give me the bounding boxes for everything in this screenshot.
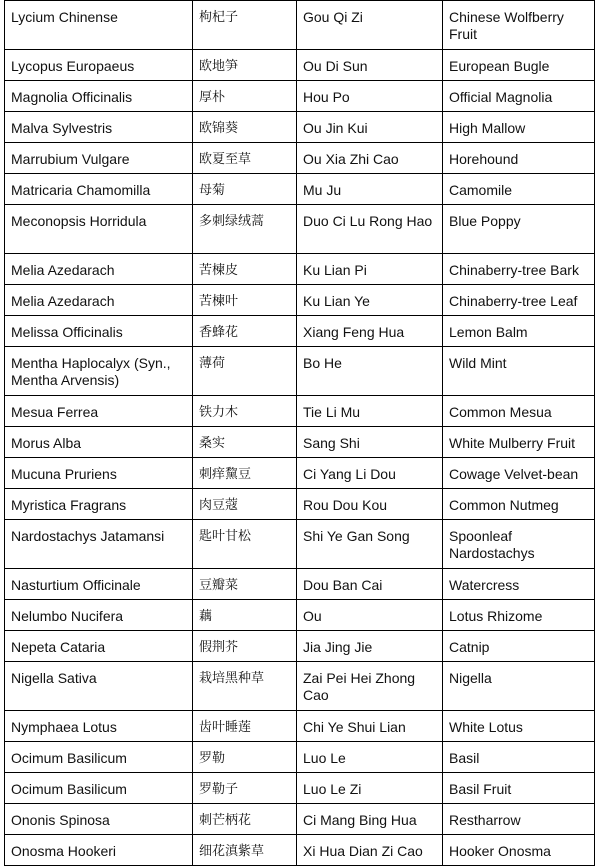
english-name-cell: White Mulberry Fruit — [443, 427, 595, 458]
table-row — [5, 773, 595, 804]
latin-name-cell: Marrubium Vulgare — [5, 143, 193, 174]
latin-name-cell: Melissa Officinalis — [5, 316, 193, 347]
chinese-name-cell: 香蜂花 — [193, 316, 297, 347]
chinese-name-cell: 罗勒 — [193, 742, 297, 773]
pinyin-cell: Shi Ye Gan Song — [297, 520, 443, 569]
table-row — [5, 569, 595, 600]
table-row — [5, 600, 595, 631]
latin-name-cell: Ocimum Basilicum — [5, 773, 193, 804]
table-row — [5, 143, 595, 174]
pinyin-cell: Luo Le Zi — [297, 773, 443, 804]
latin-name-cell: Mentha Haplocalyx (Syn., Mentha Arvensis) — [5, 347, 193, 396]
chinese-name-cell: 假荆芥 — [193, 631, 297, 662]
table-row — [5, 662, 595, 711]
latin-name-cell: Malva Sylvestris — [5, 112, 193, 143]
pinyin-cell: Xi Hua Dian Zi Cao — [297, 835, 443, 866]
pinyin-cell: Bo He — [297, 347, 443, 396]
chinese-name-cell: 藕 — [193, 600, 297, 631]
english-name-cell: Chinaberry-tree Leaf — [443, 285, 595, 316]
latin-name-cell: Morus Alba — [5, 427, 193, 458]
table-row — [5, 285, 595, 316]
english-name-cell: High Mallow — [443, 112, 595, 143]
latin-name-cell: Ononis Spinosa — [5, 804, 193, 835]
pinyin-cell: Gou Qi Zi — [297, 1, 443, 50]
pinyin-cell: Tie Li Mu — [297, 396, 443, 427]
chinese-name-cell: 匙叶甘松 — [193, 520, 297, 569]
pinyin-cell: Xiang Feng Hua — [297, 316, 443, 347]
english-name-cell: Nigella — [443, 662, 595, 711]
chinese-name-cell: 厚朴 — [193, 81, 297, 112]
english-name-cell: Chinaberry-tree Bark — [443, 254, 595, 285]
chinese-name-cell: 多刺绿绒蒿 — [193, 205, 297, 254]
latin-name-cell: Nepeta Cataria — [5, 631, 193, 662]
table-row — [5, 347, 595, 396]
latin-name-cell: Melia Azedarach — [5, 254, 193, 285]
chinese-name-cell: 桑实 — [193, 427, 297, 458]
latin-name-cell: Onosma Hookeri — [5, 835, 193, 866]
pinyin-cell: Ou Di Sun — [297, 50, 443, 81]
chinese-name-cell: 欧夏至草 — [193, 143, 297, 174]
english-name-cell: Cowage Velvet-bean — [443, 458, 595, 489]
english-name-cell: White Lotus — [443, 711, 595, 742]
table-row — [5, 631, 595, 662]
chinese-name-cell: 刺芒柄花 — [193, 804, 297, 835]
pinyin-cell: Zai Pei Hei Zhong Cao — [297, 662, 443, 711]
english-name-cell: Chinese Wolfberry Fruit — [443, 1, 595, 50]
latin-name-cell: Nigella Sativa — [5, 662, 193, 711]
table-row — [5, 742, 595, 773]
english-name-cell: Watercress — [443, 569, 595, 600]
table-row — [5, 1, 595, 50]
english-name-cell: Basil Fruit — [443, 773, 595, 804]
pinyin-cell: Ku Lian Pi — [297, 254, 443, 285]
english-name-cell: Hooker Onosma — [443, 835, 595, 866]
pinyin-cell: Sang Shi — [297, 427, 443, 458]
latin-name-cell: Melia Azedarach — [5, 285, 193, 316]
english-name-cell: Lotus Rhizome — [443, 600, 595, 631]
chinese-name-cell: 欧地笋 — [193, 50, 297, 81]
table-row — [5, 112, 595, 143]
table-row — [5, 835, 595, 866]
latin-name-cell: Nardostachys Jatamansi — [5, 520, 193, 569]
pinyin-cell: Duo Ci Lu Rong Hao — [297, 205, 443, 254]
english-name-cell: Spoonleaf Nardostachys — [443, 520, 595, 569]
pinyin-cell: Mu Ju — [297, 174, 443, 205]
chinese-name-cell: 肉豆蔻 — [193, 489, 297, 520]
chinese-name-cell: 齿叶睡莲 — [193, 711, 297, 742]
chinese-name-cell: 铁力木 — [193, 396, 297, 427]
english-name-cell: Horehound — [443, 143, 595, 174]
table-row — [5, 427, 595, 458]
english-name-cell: Official Magnolia — [443, 81, 595, 112]
pinyin-cell: Luo Le — [297, 742, 443, 773]
latin-name-cell: Ocimum Basilicum — [5, 742, 193, 773]
english-name-cell: European Bugle — [443, 50, 595, 81]
pinyin-cell: Rou Dou Kou — [297, 489, 443, 520]
latin-name-cell: Lycopus Europaeus — [5, 50, 193, 81]
english-name-cell: Common Mesua — [443, 396, 595, 427]
pinyin-cell: Ou Jin Kui — [297, 112, 443, 143]
herb-table-body — [5, 1, 595, 866]
latin-name-cell: Magnolia Officinalis — [5, 81, 193, 112]
table-row — [5, 520, 595, 569]
english-name-cell: Restharrow — [443, 804, 595, 835]
pinyin-cell: Ou — [297, 600, 443, 631]
table-row — [5, 458, 595, 489]
latin-name-cell: Myristica Fragrans — [5, 489, 193, 520]
table-row — [5, 174, 595, 205]
pinyin-cell: Ci Yang Li Dou — [297, 458, 443, 489]
chinese-name-cell: 豆瓣菜 — [193, 569, 297, 600]
pinyin-cell: Ou Xia Zhi Cao — [297, 143, 443, 174]
english-name-cell: Common Nutmeg — [443, 489, 595, 520]
pinyin-cell: Jia Jing Jie — [297, 631, 443, 662]
latin-name-cell: Meconopsis Horridula — [5, 205, 193, 254]
table-row — [5, 316, 595, 347]
chinese-name-cell: 刺痒黧豆 — [193, 458, 297, 489]
english-name-cell: Catnip — [443, 631, 595, 662]
chinese-name-cell: 母菊 — [193, 174, 297, 205]
table-row — [5, 711, 595, 742]
table-row — [5, 804, 595, 835]
chinese-name-cell: 薄荷 — [193, 347, 297, 396]
chinese-name-cell: 枸杞子 — [193, 1, 297, 50]
english-name-cell: Blue Poppy — [443, 205, 595, 254]
pinyin-cell: Chi Ye Shui Lian — [297, 711, 443, 742]
chinese-name-cell: 苦楝皮 — [193, 254, 297, 285]
chinese-name-cell: 栽培黑种草 — [193, 662, 297, 711]
table-row — [5, 396, 595, 427]
latin-name-cell: Mesua Ferrea — [5, 396, 193, 427]
table-row — [5, 50, 595, 81]
chinese-name-cell: 苦楝叶 — [193, 285, 297, 316]
english-name-cell: Basil — [443, 742, 595, 773]
chinese-name-cell: 欧锦葵 — [193, 112, 297, 143]
latin-name-cell: Nelumbo Nucifera — [5, 600, 193, 631]
latin-name-cell: Nymphaea Lotus — [5, 711, 193, 742]
latin-name-cell: Mucuna Pruriens — [5, 458, 193, 489]
table-row — [5, 81, 595, 112]
chinese-name-cell: 罗勒子 — [193, 773, 297, 804]
latin-name-cell: Lycium Chinense — [5, 1, 193, 50]
english-name-cell: Camomile — [443, 174, 595, 205]
table-row — [5, 254, 595, 285]
pinyin-cell: Hou Po — [297, 81, 443, 112]
latin-name-cell: Nasturtium Officinale — [5, 569, 193, 600]
pinyin-cell: Ku Lian Ye — [297, 285, 443, 316]
english-name-cell: Wild Mint — [443, 347, 595, 396]
table-row — [5, 205, 595, 254]
herb-table — [4, 0, 595, 866]
chinese-name-cell: 细花滇紫草 — [193, 835, 297, 866]
pinyin-cell: Dou Ban Cai — [297, 569, 443, 600]
pinyin-cell: Ci Mang Bing Hua — [297, 804, 443, 835]
english-name-cell: Lemon Balm — [443, 316, 595, 347]
table-row — [5, 489, 595, 520]
latin-name-cell: Matricaria Chamomilla — [5, 174, 193, 205]
